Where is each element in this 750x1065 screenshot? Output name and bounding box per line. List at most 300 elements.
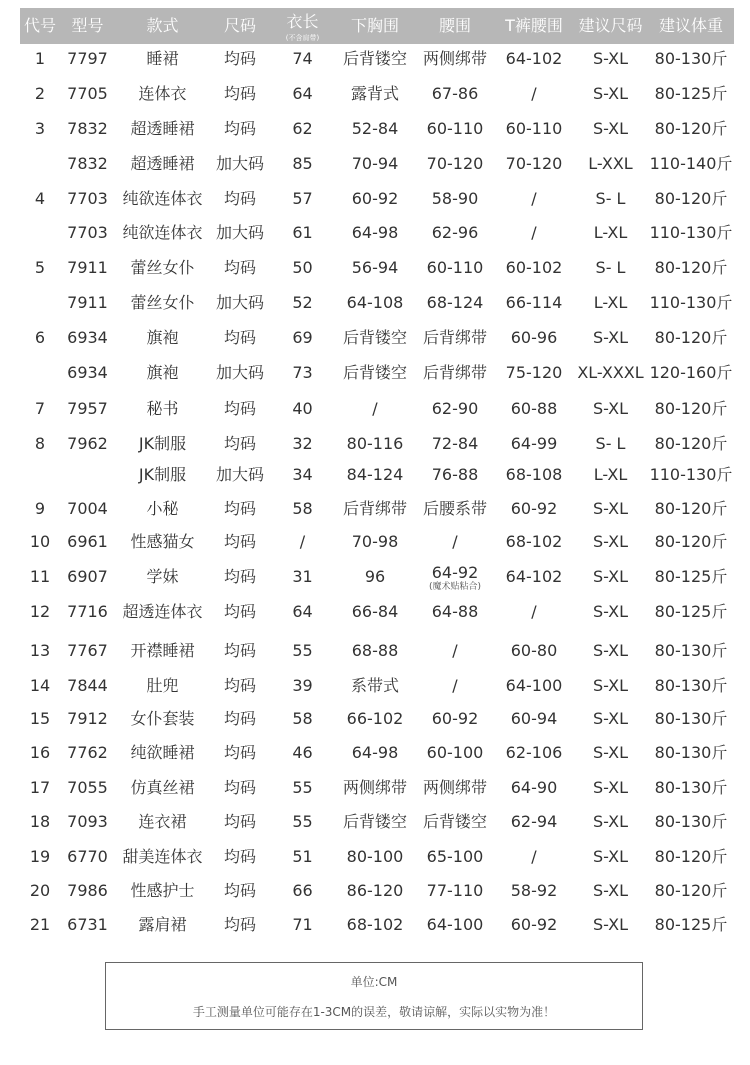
cell-size: 均码 [223, 709, 256, 728]
cell-length: 31 [292, 567, 313, 586]
cell-length: 51 [292, 847, 313, 866]
cell-tpanty: 58-92 [510, 881, 558, 900]
cell-size: 均码 [223, 119, 256, 138]
cell-rec-weight: 80-130斤 [654, 709, 728, 728]
cell-size: 均码 [223, 881, 256, 900]
table-row [20, 323, 734, 353]
table-row [20, 394, 734, 424]
cell-style: 甜美连体衣 [122, 847, 203, 866]
table-row [20, 807, 734, 837]
cell-size: 均码 [223, 532, 256, 551]
header-underbust: 下胸围 [350, 16, 399, 35]
cell-rec-weight: 80-120斤 [654, 258, 728, 277]
cell-code: 15 [29, 709, 51, 728]
cell-model: 7962 [67, 434, 108, 453]
cell-size: 均码 [223, 743, 256, 762]
cell-tpanty: 75-120 [505, 363, 563, 382]
cell-rec-size: S- L [595, 434, 626, 453]
cell-length: 64 [292, 84, 313, 103]
cell-tpanty: 64-102 [505, 49, 563, 68]
cell-size: 均码 [223, 567, 256, 586]
cell-size: 加大码 [215, 465, 264, 484]
cell-model: 7832 [67, 119, 108, 138]
cell-code: 11 [29, 567, 51, 586]
cell-underbust: 64-98 [351, 743, 399, 762]
cell-rec-size: S-XL [592, 812, 628, 831]
cell-waist: / [452, 676, 458, 695]
disclaimer-note: 手工测量单位可能存在1-3CM的误差，敬请谅解，实际以实物为准！ [192, 1005, 556, 1019]
cell-style: 超透睡裙 [130, 119, 195, 138]
cell-size: 均码 [223, 641, 256, 660]
cell-waist: / [452, 641, 458, 660]
cell-model: 7911 [67, 258, 108, 277]
cell-underbust: 80-116 [346, 434, 404, 453]
cell-code: 19 [29, 847, 51, 866]
table-row [20, 842, 734, 872]
cell-length: 57 [292, 189, 313, 208]
cell-style: 性感护士 [130, 881, 195, 900]
cell-waist: 60-110 [426, 119, 484, 138]
table-row [20, 671, 734, 701]
cell-waist: 两侧绑带 [422, 49, 487, 68]
cell-model: 7705 [67, 84, 108, 103]
cell-underbust: 84-124 [346, 465, 404, 484]
cell-length: 52 [292, 293, 313, 312]
cell-code [20, 149, 60, 179]
cell-waist: 68-124 [426, 293, 484, 312]
cell-rec-weight: 80-125斤 [654, 84, 728, 103]
cell-rec-weight: 80-120斤 [654, 189, 728, 208]
header-length-cell [270, 8, 335, 44]
cell-rec-weight: 110-130斤 [649, 465, 733, 484]
header-rec-weight: 建议体重 [658, 16, 723, 35]
cell-code [20, 460, 60, 490]
cell-rec-weight: 80-120斤 [654, 328, 728, 347]
cell-waist: 76-88 [431, 465, 479, 484]
cell-waist: 60-110 [426, 258, 484, 277]
cell-style: 蕾丝女仆 [130, 293, 195, 312]
cell-model: 6770 [67, 847, 108, 866]
table-row [20, 636, 734, 666]
cell-style: 肚兜 [146, 676, 179, 695]
cell-tpanty: / [531, 602, 537, 621]
cell-code: 2 [34, 84, 46, 103]
cell-rec-weight: 110-130斤 [649, 223, 733, 242]
header-code: 代号 [23, 16, 56, 35]
cell-length: 74 [292, 49, 313, 68]
cell-waist: 64-88 [431, 602, 479, 621]
table-row [20, 738, 734, 768]
cell-length: 64 [292, 602, 313, 621]
cell-style: 仿真丝裙 [130, 778, 195, 797]
cell-model: 7957 [67, 399, 108, 418]
cell-underbust: 两侧绑带 [342, 778, 407, 797]
cell-size: 均码 [223, 812, 256, 831]
table-row [20, 149, 734, 179]
cell-style: 小秘 [146, 499, 179, 518]
cell-length: 58 [292, 499, 313, 518]
cell-waist: 67-86 [431, 84, 479, 103]
cell-size: 均码 [223, 676, 256, 695]
cell-rec-size: S- L [595, 189, 626, 208]
cell-tpanty: 64-102 [505, 567, 563, 586]
cell-rec-size: S-XL [592, 847, 628, 866]
cell-code: 14 [29, 676, 51, 695]
cell-code: 10 [29, 532, 51, 551]
cell-rec-size: S-XL [592, 532, 628, 551]
cell-model: 6934 [67, 363, 108, 382]
cell-length: 32 [292, 434, 313, 453]
cell-size: 均码 [223, 189, 256, 208]
cell-style: 连衣裙 [138, 812, 187, 831]
cell-code: 21 [29, 915, 51, 934]
cell-tpanty: 60-96 [510, 328, 558, 347]
cell-size: 均码 [223, 258, 256, 277]
cell-waist-value: 64-92 [431, 563, 479, 582]
cell-rec-weight: 80-120斤 [654, 119, 728, 138]
cell-model: 7797 [67, 49, 108, 68]
cell-underbust: 86-120 [346, 881, 404, 900]
cell-rec-weight: 80-130斤 [654, 676, 728, 695]
cell-style: 女仆套装 [130, 709, 195, 728]
cell-style: 性感猫女 [130, 532, 195, 551]
cell-size: 均码 [223, 328, 256, 347]
cell-code: 4 [34, 189, 46, 208]
cell-style: JK制服 [138, 465, 187, 484]
table-row [20, 288, 734, 318]
cell-length: 69 [292, 328, 313, 347]
cell-underbust: 80-100 [346, 847, 404, 866]
header-model: 型号 [71, 16, 104, 35]
cell-model: 7004 [67, 499, 108, 518]
cell-size: 均码 [223, 602, 256, 621]
cell-underbust: 66-84 [351, 602, 399, 621]
cell-code: 6 [34, 328, 46, 347]
table-row [20, 218, 734, 248]
cell-rec-size: S-XL [592, 567, 628, 586]
cell-waist: 58-90 [431, 189, 479, 208]
cell-length: 55 [292, 641, 313, 660]
unit-note: 单位:CM [350, 975, 398, 989]
cell-rec-size: S-XL [592, 328, 628, 347]
cell-waist: 64-100 [426, 915, 484, 934]
cell-rec-size: S- L [595, 258, 626, 277]
cell-tpanty: 62-94 [510, 812, 558, 831]
cell-waist: 70-120 [426, 154, 484, 173]
cell-model: 6934 [67, 328, 108, 347]
cell-waist: 后背镂空 [422, 812, 487, 831]
cell-rec-weight: 80-120斤 [654, 847, 728, 866]
cell-tpanty: 68-102 [505, 532, 563, 551]
cell-code [20, 358, 60, 388]
cell-model: 7912 [67, 709, 108, 728]
cell-rec-weight: 80-130斤 [654, 641, 728, 660]
cell-style: 超透连体衣 [122, 602, 203, 621]
cell-underbust: 系带式 [350, 676, 399, 695]
cell-tpanty: 60-110 [505, 119, 563, 138]
cell-underbust: 96 [364, 567, 386, 586]
cell-size: 均码 [223, 778, 256, 797]
cell-rec-weight: 80-130斤 [654, 743, 728, 762]
cell-size: 加大码 [215, 363, 264, 382]
cell-style: 连体衣 [138, 84, 187, 103]
cell-code: 7 [34, 399, 46, 418]
cell-model: 7716 [67, 602, 108, 621]
cell-size: 加大码 [215, 293, 264, 312]
cell-rec-weight: 110-140斤 [649, 154, 733, 173]
cell-model: 7703 [67, 223, 108, 242]
cell-waist: 65-100 [426, 847, 484, 866]
cell-rec-weight: 80-120斤 [654, 532, 728, 551]
cell-length: 66 [292, 881, 313, 900]
cell-rec-size: S-XL [592, 881, 628, 900]
table-row [20, 358, 734, 388]
cell-tpanty: 64-99 [510, 434, 558, 453]
cell-model: 7767 [67, 641, 108, 660]
cell-style: 学妹 [146, 567, 179, 586]
header-length-note: (不含肩带) [285, 34, 320, 42]
cell-waist: 后腰系带 [422, 499, 487, 518]
cell-length: / [299, 532, 306, 551]
cell-length: 34 [292, 465, 313, 484]
cell-code: 1 [34, 49, 46, 68]
cell-rec-size: S-XL [592, 778, 628, 797]
cell-code: 13 [29, 641, 51, 660]
cell-rec-weight: 80-130斤 [654, 49, 728, 68]
cell-code: 8 [34, 434, 46, 453]
cell-waist-note: (魔术贴粘合) [428, 582, 482, 592]
cell-rec-weight: 120-160斤 [649, 363, 733, 382]
cell-underbust: 后背镂空 [342, 363, 407, 382]
cell-underbust: / [372, 399, 378, 418]
cell-model: 7762 [67, 743, 108, 762]
cell-length: 62 [292, 119, 313, 138]
cell-rec-weight: 80-120斤 [654, 434, 728, 453]
cell-model: 7703 [67, 189, 108, 208]
cell-rec-size: S-XL [592, 915, 628, 934]
cell-waist: 后背绑带 [422, 328, 487, 347]
cell-underbust: 56-94 [351, 258, 399, 277]
cell-size: 均码 [223, 49, 256, 68]
cell-code: 3 [34, 119, 46, 138]
cell-underbust: 后背绑带 [342, 499, 407, 518]
cell-style: JK制服 [138, 434, 187, 453]
cell-size: 均码 [223, 434, 256, 453]
cell-code: 9 [34, 499, 46, 518]
cell-waist: 后背绑带 [422, 363, 487, 382]
cell-tpanty: / [531, 223, 537, 242]
cell-tpanty: / [531, 84, 537, 103]
cell-rec-size: S-XL [592, 676, 628, 695]
cell-size: 均码 [223, 84, 256, 103]
cell-rec-weight: 80-125斤 [654, 602, 728, 621]
cell-length: 73 [292, 363, 313, 382]
cell-code [20, 218, 60, 248]
cell-model: 6907 [67, 567, 108, 586]
cell-rec-size: S-XL [592, 84, 628, 103]
cell-rec-weight: 110-130斤 [649, 293, 733, 312]
table-row [20, 562, 734, 592]
cell-size: 均码 [223, 499, 256, 518]
table-row [20, 704, 734, 734]
cell-style: 纯欲睡裙 [130, 743, 195, 762]
cell-style: 开襟睡裙 [130, 641, 195, 660]
header-waist: 腰围 [438, 16, 471, 35]
table-row [20, 429, 734, 459]
cell-size: 均码 [223, 847, 256, 866]
cell-underbust: 68-88 [351, 641, 399, 660]
table-row [20, 253, 734, 283]
cell-underbust: 后背镂空 [342, 328, 407, 347]
cell-rec-size: L-XXL [588, 154, 633, 173]
cell-underbust: 露背式 [350, 84, 399, 103]
cell-model: 6961 [67, 532, 108, 551]
cell-rec-size: S-XL [592, 641, 628, 660]
header-length: 衣长 [286, 12, 319, 31]
cell-code: 5 [34, 258, 46, 277]
cell-waist: / [452, 532, 458, 551]
cell-rec-size: S-XL [592, 602, 628, 621]
cell-code [20, 288, 60, 318]
cell-waist: 72-84 [431, 434, 479, 453]
cell-style: 旗袍 [146, 363, 179, 382]
cell-rec-weight: 80-120斤 [654, 499, 728, 518]
cell-length: 61 [292, 223, 313, 242]
cell-model: 7093 [67, 812, 108, 831]
cell-model: 7844 [67, 676, 108, 695]
cell-length: 55 [292, 778, 313, 797]
cell-underbust: 52-84 [351, 119, 399, 138]
cell-tpanty: 60-80 [510, 641, 558, 660]
cell-model: 7832 [67, 154, 108, 173]
cell-size: 均码 [223, 399, 256, 418]
cell-rec-size: S-XL [592, 399, 628, 418]
cell-length: 55 [292, 812, 313, 831]
table-row [20, 773, 734, 803]
cell-waist: 两侧绑带 [422, 778, 487, 797]
cell-length: 39 [292, 676, 313, 695]
cell-tpanty: 60-92 [510, 499, 558, 518]
cell-waist: 62-96 [431, 223, 479, 242]
cell-model: 7055 [67, 778, 108, 797]
cell-underbust: 64-98 [351, 223, 399, 242]
table-row [20, 184, 734, 214]
cell-code: 18 [29, 812, 51, 831]
cell-rec-weight: 80-130斤 [654, 812, 728, 831]
cell-underbust: 70-94 [351, 154, 399, 173]
cell-tpanty: 60-94 [510, 709, 558, 728]
cell-style: 超透睡裙 [130, 154, 195, 173]
cell-waist: 60-92 [431, 709, 479, 728]
cell-tpanty: 64-90 [510, 778, 558, 797]
cell-tpanty: 68-108 [505, 465, 563, 484]
cell-style: 纯欲连体衣 [122, 223, 203, 242]
cell-underbust: 68-102 [346, 915, 404, 934]
cell-tpanty: 70-120 [505, 154, 563, 173]
header-tpanty-waist: T裤腰围 [505, 16, 563, 35]
cell-model: 7911 [67, 293, 108, 312]
cell-model: 6731 [67, 915, 108, 934]
cell-tpanty: 66-114 [505, 293, 563, 312]
cell-style: 旗袍 [146, 328, 179, 347]
cell-length: 58 [292, 709, 313, 728]
cell-style: 睡裙 [146, 49, 179, 68]
cell-style: 蕾丝女仆 [130, 258, 195, 277]
cell-waist: 77-110 [426, 881, 484, 900]
cell-style: 纯欲连体衣 [122, 189, 203, 208]
cell-rec-size: L-XL [593, 223, 628, 242]
cell-length: 46 [292, 743, 313, 762]
cell-size: 加大码 [215, 154, 264, 173]
cell-underbust: 64-108 [346, 293, 404, 312]
cell-length: 50 [292, 258, 313, 277]
header-rec-size: 建议尺码 [578, 16, 643, 35]
table-row [20, 597, 734, 627]
cell-code: 17 [29, 778, 51, 797]
cell-tpanty: 64-100 [505, 676, 563, 695]
table-row [20, 79, 734, 109]
cell-rec-size: S-XL [592, 49, 628, 68]
cell-rec-size: L-XL [593, 293, 628, 312]
cell-tpanty: / [531, 189, 537, 208]
cell-rec-size: S-XL [592, 709, 628, 728]
table-row [20, 460, 734, 490]
cell-rec-size: L-XL [593, 465, 628, 484]
cell-length: 85 [292, 154, 313, 173]
cell-rec-size: S-XL [592, 743, 628, 762]
cell-length: 71 [292, 915, 313, 934]
table-row [20, 44, 734, 74]
cell-tpanty: 60-92 [510, 915, 558, 934]
header-size: 尺码 [223, 16, 256, 35]
cell-tpanty: 60-102 [505, 258, 563, 277]
cell-style: 秘书 [146, 399, 179, 418]
cell-underbust: 后背镂空 [342, 49, 407, 68]
cell-length: 40 [292, 399, 313, 418]
cell-rec-size: S-XL [592, 119, 628, 138]
cell-waist [415, 562, 495, 592]
cell-rec-weight: 80-120斤 [654, 399, 728, 418]
table-row [20, 494, 734, 524]
cell-waist: 62-90 [431, 399, 479, 418]
cell-code: 12 [29, 602, 51, 621]
measurement-note-box [105, 962, 643, 1030]
cell-tpanty: 62-106 [505, 743, 563, 762]
cell-model: 7986 [67, 881, 108, 900]
cell-waist: 60-100 [426, 743, 484, 762]
cell-model [60, 460, 115, 490]
cell-code: 16 [29, 743, 51, 762]
cell-tpanty: / [531, 847, 537, 866]
cell-underbust: 70-98 [351, 532, 399, 551]
cell-rec-size: XL-XXXL [577, 363, 644, 382]
table-row [20, 876, 734, 906]
table-row [20, 527, 734, 557]
cell-size: 均码 [223, 915, 256, 934]
cell-rec-size: S-XL [592, 499, 628, 518]
cell-rec-weight: 80-130斤 [654, 778, 728, 797]
cell-rec-weight: 80-120斤 [654, 881, 728, 900]
cell-size: 加大码 [215, 223, 264, 242]
cell-rec-weight: 80-125斤 [654, 915, 728, 934]
table-row [20, 114, 734, 144]
cell-tpanty: 60-88 [510, 399, 558, 418]
table-row [20, 910, 734, 940]
cell-underbust: 66-102 [346, 709, 404, 728]
cell-underbust: 后背镂空 [342, 812, 407, 831]
cell-style: 露肩裙 [138, 915, 187, 934]
cell-code: 20 [29, 881, 51, 900]
